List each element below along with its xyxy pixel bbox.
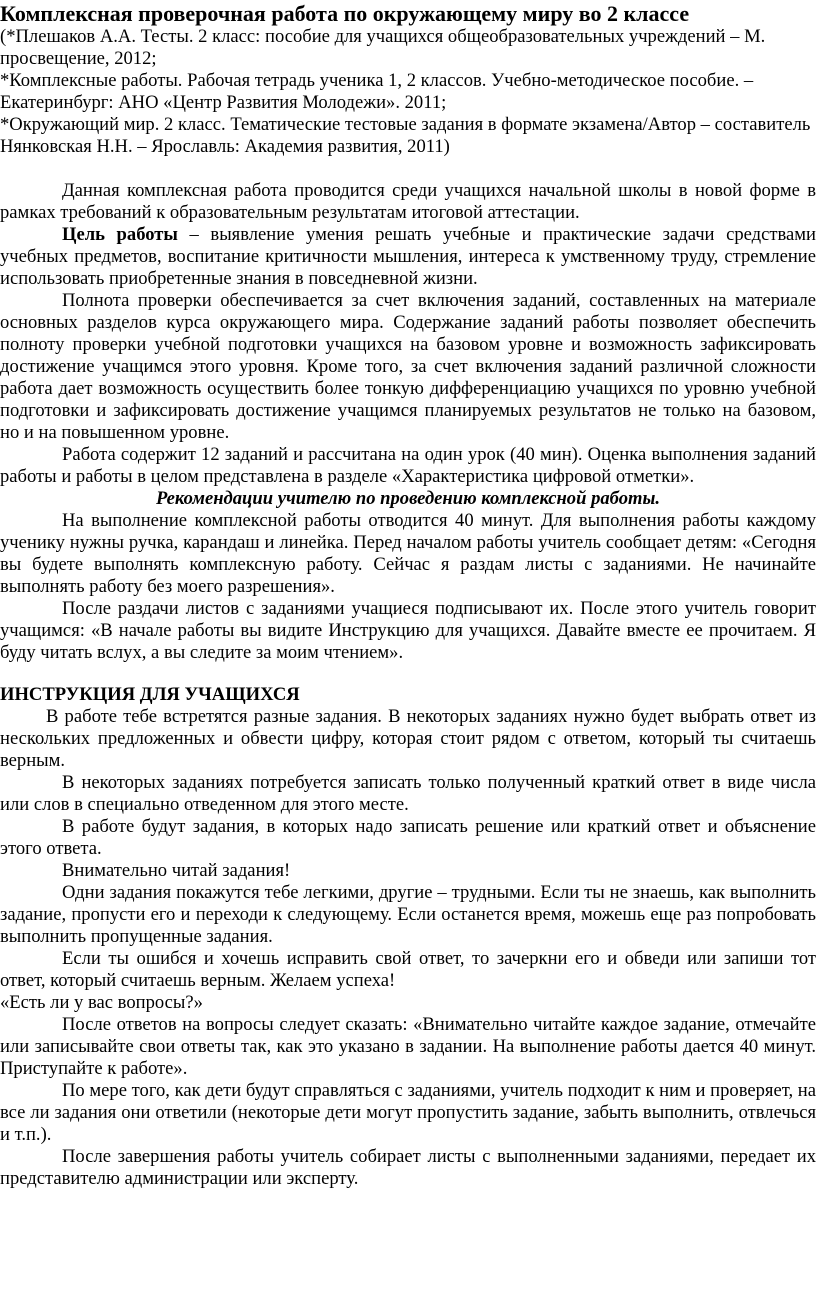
instruction-question: «Есть ли у вас вопросы?»: [0, 992, 203, 1013]
instruction-paragraph: После завершения работы учитель собирает листы с выполненными заданиями, передает их представителю администрации или эксперту.: [0, 1146, 816, 1189]
intro-paragraph: Работа содержит 12 заданий и рассчитана на один урок (40 мин). Оценка выполнения заданий работы и работы в целом представлена в разделе «Характеристика цифровой отметки».: [0, 444, 816, 487]
instruction-paragraph: Внимательно читай задания!: [62, 860, 291, 881]
instruction-heading: ИНСТРУКЦИЯ ДЛЯ УЧАЩИХСЯ: [0, 684, 300, 705]
instruction-section: [0, 684, 816, 1190]
spacer: [0, 158, 816, 180]
instruction-paragraph: В работе будут задания, в которых надо записать решение или краткий ответ и объяснение этого ответа.: [0, 816, 816, 859]
source-line: *Окружающий мир. 2 класс. Тематические тестовые задания в формате экзамена/Автор – составитель Нянковская Н.Н. – Ярославль: Академия развития, 2011): [0, 114, 811, 157]
goal-label: Цель работы: [62, 224, 178, 245]
intro-paragraph: Полнота проверки обеспечивается за счет включения заданий, составленных на материале основных разделов курса окружающего мира. Содержание заданий работы позволяет обеспечить полноту проверки учебной подготовки учащихся на базовом уровне и возможность зафиксировать достижение учащимся этого уровня. Кроме того, за счет включения заданий различной сложности работа дает возможность осуществить более тонкую дифференциацию учащихся по уровню учебной подготовки и зафиксировать достижение учащимся планируемых результатов не только на базовом, но и на повышенном уровне.: [0, 290, 816, 443]
sources-block: [0, 26, 816, 158]
instruction-paragraph: В работе тебе встретятся разные задания. В некоторых заданиях нужно будет выбрать ответ из нескольких предложенных и обвести цифру, которая стоит рядом с ответом, который ты считаешь верным.: [0, 706, 816, 771]
recommendations-paragraph: На выполнение комплексной работы отводится 40 минут. Для выполнения работы каждому ученику нужны ручка, карандаш и линейка. Перед началом работы учитель сообщает детям: «Сегодня вы будете выполнять комплексную работу. Сейчас я раздам листы с заданиями. Не начинайте выполнять работу без моего разрешения».: [0, 510, 816, 597]
recommendations-section: [0, 488, 816, 664]
document-title: Комплексная проверочная работа по окружающему миру во 2 классе: [0, 1, 690, 26]
source-line: *Комплексные работы. Рабочая тетрадь ученика 1, 2 классов. Учебно-методическое пособие. – Екатеринбург: АНО «Центр Развития Молодежи». 2011;: [0, 70, 754, 113]
goal-paragraph: [0, 224, 816, 290]
intro-paragraph: Данная комплексная работа проводится среди учащихся начальной школы в новой форме в рамках требований к образовательным результатам итоговой аттестации.: [0, 180, 816, 223]
recommendations-paragraph: После раздачи листов с заданиями учащиеся подписывают их. После этого учитель говорит учащимся: «В начале работы вы видите Инструкцию для учащихся. Давайте вместе ее прочитаем. Я буду читать вслух, а вы следите за моим чтением».: [0, 598, 816, 663]
recommendations-heading: Рекомендации учителю по проведению комплексной работы.: [155, 488, 661, 509]
spacer: [0, 664, 816, 684]
instruction-paragraph: В некоторых заданиях потребуется записать только полученный краткий ответ в виде числа или слов в специально отведенном для этого месте.: [0, 772, 816, 815]
instruction-paragraph: Если ты ошибся и хочешь исправить свой ответ, то зачеркни его и обведи или запиши тот ответ, который считаешь верным. Желаем успеха!: [0, 948, 816, 991]
intro-section: [0, 180, 816, 488]
instruction-paragraph: По мере того, как дети будут справляться с заданиями, учитель подходит к ним и проверяет, на все ли задания они ответили (некоторые дети могут пропустить задание, забыть выполнить, отвлечься и т.п.).: [0, 1080, 816, 1145]
instruction-paragraph: После ответов на вопросы следует сказать: «Внимательно читайте каждое задание, отмечайте или записывайте свои ответы так, как это указано в задании. На выполнение работы дается 40 минут. Приступайте к работе».: [0, 1014, 816, 1079]
source-line: (*Плешаков А.А. Тесты. 2 класс: пособие для учащихся общеобразовательных учреждений – М. просвещение, 2012;: [0, 26, 766, 69]
goal-text: – выявление умения решать учебные и практические задачи средствами учебных предметов, воспитание критичности мышления, интереса к умственному труду, стремление использовать приобретенные знания в повседневной жизни.: [0, 224, 816, 289]
instruction-paragraph: Одни задания покажутся тебе легкими, другие – трудными. Если ты не знаешь, как выполнить задание, пропусти его и переходи к следующему. Если останется время, можешь еще раз попробовать выполнить пропущенные задания.: [0, 882, 816, 947]
